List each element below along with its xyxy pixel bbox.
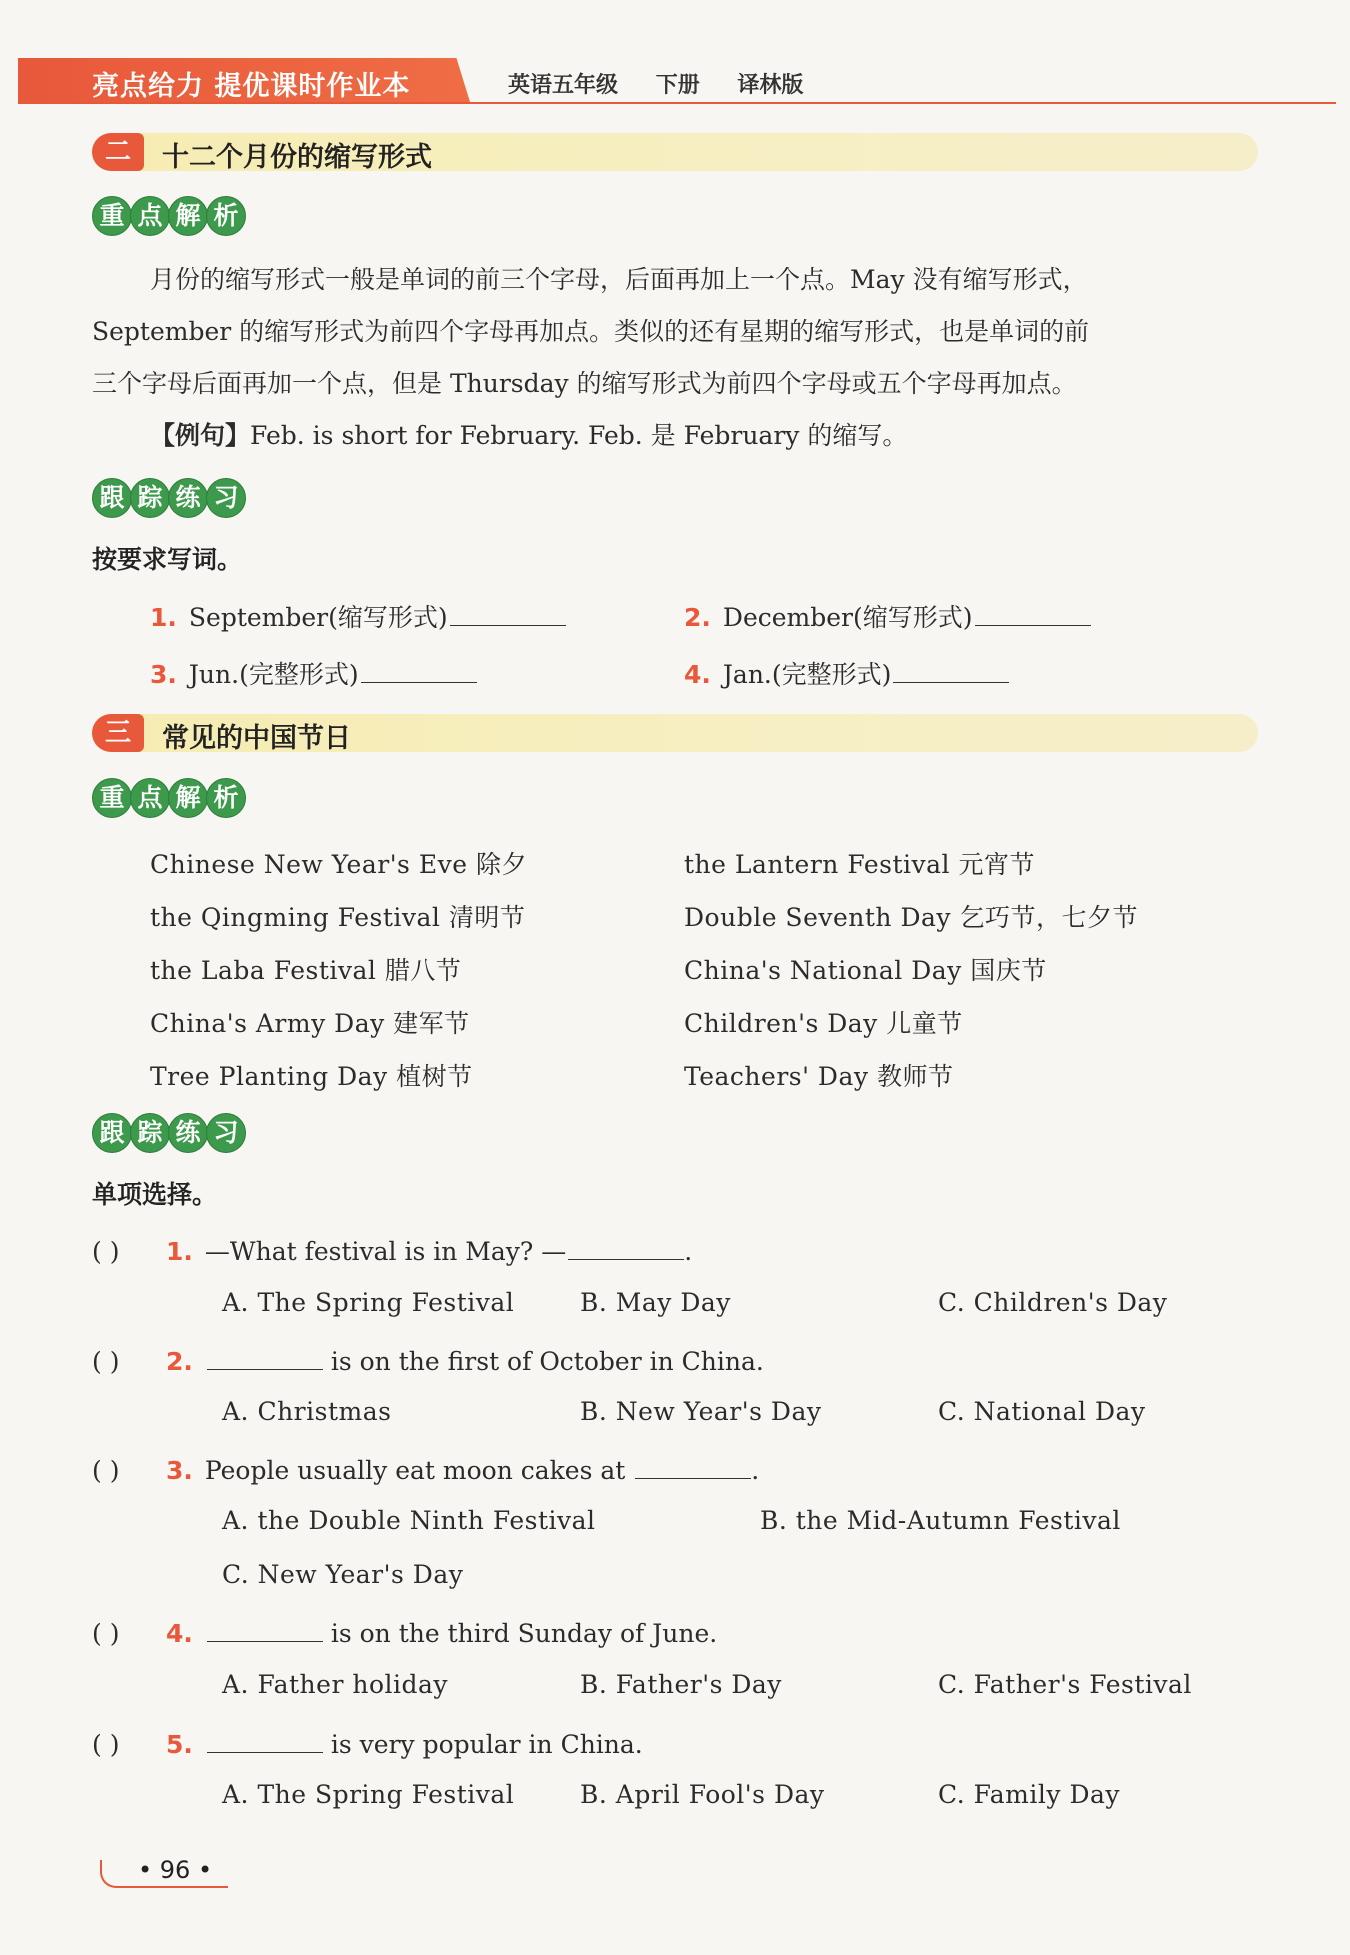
question [92, 1615, 717, 1648]
answer-blank[interactable] [207, 1726, 323, 1753]
question-stem-end: is very popular in China. [322, 1730, 643, 1759]
question-stem-end: is on the third Sunday of June. [322, 1619, 718, 1648]
exercise-item [684, 598, 1091, 634]
festival-entry: Tree Planting Day 植树节 [150, 1062, 473, 1091]
badge-char: 跟 [92, 478, 132, 518]
option-b[interactable]: B. May Day [580, 1288, 731, 1317]
item-number: 4. [684, 660, 711, 689]
explanation-line: 三个字母后面再加一个点，但是 Thursday 的缩写形式为前四个字母或五个字母再加点。 [92, 369, 1077, 398]
page-number-text: • 96 • [138, 1856, 213, 1884]
badge-char: 踪 [130, 478, 170, 518]
answer-parentheses[interactable]: ( ) [92, 1730, 120, 1759]
festival-entry: the Qingming Festival 清明节 [150, 903, 526, 932]
exercise-item [684, 655, 1009, 691]
festival-entry: Chinese New Year's Eve 除夕 [150, 850, 527, 879]
example-label: 【例句】 [150, 421, 251, 450]
answer-parentheses[interactable]: ( ) [92, 1456, 120, 1485]
explanation-line: 月份的缩写形式一般是单词的前三个字母，后面再加上一个点。May 没有缩写形式， [150, 265, 1088, 294]
option-c[interactable]: C. National Day [938, 1397, 1146, 1426]
question-stem: —What festival is in May? — [204, 1237, 567, 1266]
festival-entry: China's National Day 国庆节 [684, 956, 1047, 985]
option-b[interactable]: B. Father's Day [580, 1670, 782, 1699]
page-number-ornament [100, 1860, 136, 1888]
example-sentence [92, 410, 1258, 462]
badge-char: 点 [130, 196, 170, 236]
key-analysis-badge [92, 778, 244, 818]
badge-char: 重 [92, 196, 132, 236]
question-stem-end: . [684, 1237, 693, 1266]
badge-char: 习 [206, 1113, 246, 1153]
answer-parentheses[interactable]: ( ) [92, 1619, 120, 1648]
header-rule [18, 102, 1336, 104]
answer-blank[interactable] [207, 1615, 323, 1642]
question-stem-end: . [751, 1456, 760, 1485]
question-stem: People usually eat moon cakes at [204, 1456, 634, 1485]
section-two-bar [92, 133, 1258, 171]
section-number: 二 [92, 133, 144, 171]
option-b[interactable]: B. New Year's Day [580, 1397, 822, 1426]
badge-char: 析 [206, 196, 246, 236]
question-number: 1. [166, 1237, 193, 1266]
question-number: 2. [166, 1347, 193, 1376]
badge-char: 踪 [130, 1113, 170, 1153]
badge-char: 析 [206, 778, 246, 818]
festival-entry: Teachers' Day 教师节 [684, 1062, 954, 1091]
festival-entry: Children's Day 儿童节 [684, 1009, 963, 1038]
item-number: 1. [150, 603, 177, 632]
question-number: 3. [166, 1456, 193, 1485]
instruction-multiple-choice: 单项选择。 [92, 1180, 218, 1209]
option-a[interactable]: A. the Double Ninth Festival [222, 1506, 596, 1535]
option-a[interactable]: A. Christmas [222, 1397, 392, 1426]
exercise-item [150, 655, 477, 691]
example-text: Feb. is short for February. Feb. 是 February 的缩写。 [250, 421, 908, 450]
series-title: 亮点给力 提优课时作业本 [92, 71, 411, 102]
section-title: 十二个月份的缩写形式 [162, 142, 432, 173]
section-number: 三 [92, 714, 144, 752]
instruction-write-words: 按要求写词。 [92, 545, 243, 574]
answer-blank[interactable] [207, 1343, 323, 1370]
option-a[interactable]: A. Father holiday [222, 1670, 449, 1699]
practice-badge [92, 1113, 244, 1153]
badge-char: 练 [168, 478, 208, 518]
answer-blank[interactable] [635, 1452, 751, 1479]
practice-badge [92, 478, 244, 518]
festival-entry: the Lantern Festival 元宵节 [684, 850, 1035, 879]
option-c[interactable]: C. Father's Festival [938, 1670, 1192, 1699]
explanation-paragraph [92, 254, 1258, 462]
festival-entry: the Laba Festival 腊八节 [150, 956, 462, 985]
key-analysis-badge [92, 196, 244, 236]
question [92, 1452, 759, 1485]
item-number: 3. [150, 660, 177, 689]
badge-char: 解 [168, 778, 208, 818]
exercise-item [150, 598, 566, 634]
option-b[interactable]: B. the Mid-Autumn Festival [760, 1506, 1121, 1535]
page-header [18, 58, 1336, 104]
book-volume: 下册 [655, 73, 700, 98]
question [92, 1726, 643, 1759]
answer-blank[interactable] [450, 599, 566, 626]
section-three-bar [92, 714, 1258, 752]
option-c[interactable]: C. Family Day [938, 1780, 1121, 1809]
question-stem-end: is on the first of October in China. [322, 1347, 764, 1376]
page-number-rule [120, 1886, 228, 1888]
answer-blank[interactable] [361, 656, 477, 683]
option-a[interactable]: A. The Spring Festival [222, 1288, 515, 1317]
option-c[interactable]: C. Children's Day [938, 1288, 1168, 1317]
badge-char: 练 [168, 1113, 208, 1153]
item-text: Jun.(完整形式) [188, 660, 359, 689]
book-subject: 英语五年级 [508, 73, 619, 98]
answer-parentheses[interactable]: ( ) [92, 1347, 120, 1376]
answer-parentheses[interactable]: ( ) [92, 1237, 120, 1266]
answer-blank[interactable] [975, 599, 1091, 626]
option-c[interactable]: C. New Year's Day [222, 1560, 464, 1589]
section-title: 常见的中国节日 [162, 723, 351, 754]
festival-entry: China's Army Day 建军节 [150, 1009, 470, 1038]
item-text: December(缩写形式) [722, 603, 973, 632]
page-number [100, 1856, 228, 1890]
item-text: Jan.(完整形式) [722, 660, 892, 689]
option-b[interactable]: B. April Fool's Day [580, 1780, 825, 1809]
item-text: September(缩写形式) [188, 603, 448, 632]
badge-char: 点 [130, 778, 170, 818]
answer-blank[interactable] [568, 1233, 684, 1260]
answer-blank[interactable] [893, 656, 1009, 683]
festival-entry: Double Seventh Day 乞巧节，七夕节 [684, 903, 1138, 932]
explanation-line: September 的缩写形式为前四个字母再加点。类似的还有星期的缩写形式，也是单词的前 [92, 317, 1090, 346]
question-number: 4. [166, 1619, 193, 1648]
badge-char: 习 [206, 478, 246, 518]
badge-char: 重 [92, 778, 132, 818]
option-a[interactable]: A. The Spring Festival [222, 1780, 515, 1809]
badge-char: 跟 [92, 1113, 132, 1153]
item-number: 2. [684, 603, 711, 632]
badge-char: 解 [168, 196, 208, 236]
question-number: 5. [166, 1730, 193, 1759]
question [92, 1233, 692, 1266]
question [92, 1343, 764, 1376]
book-info [508, 68, 833, 99]
book-edition: 译林版 [737, 73, 804, 98]
